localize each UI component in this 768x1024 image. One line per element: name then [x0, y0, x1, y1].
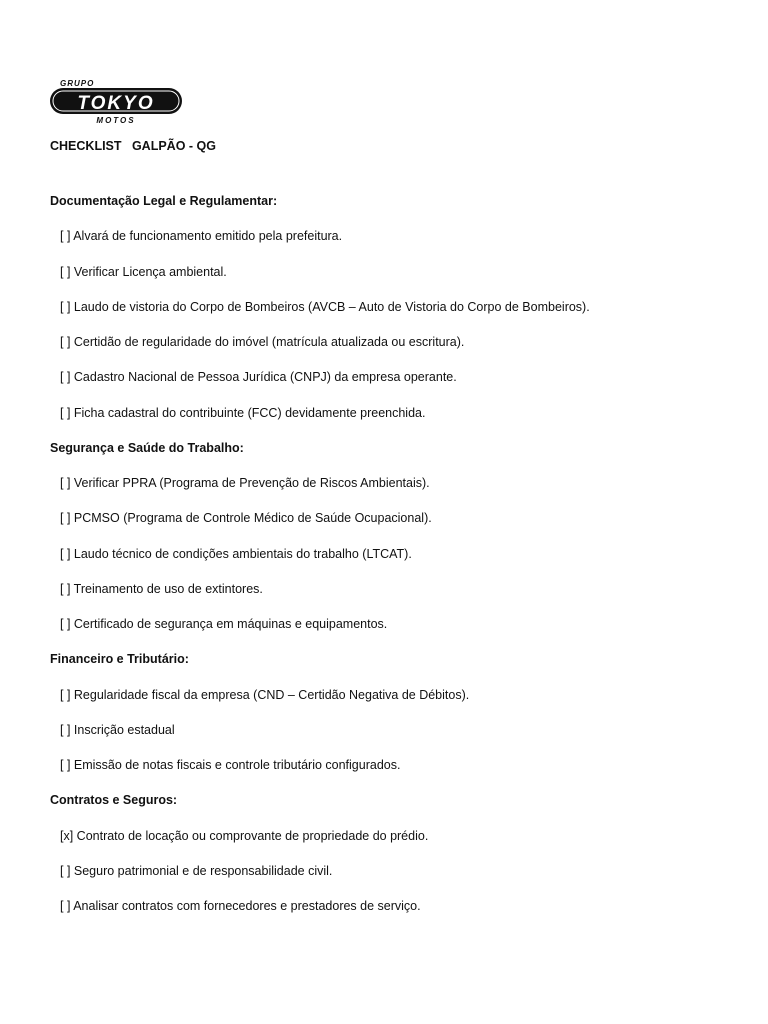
- section-heading: Segurança e Saúde do Trabalho:: [50, 440, 244, 455]
- checklist-item: [ ] Seguro patrimonial e de responsabilidade civil.: [60, 863, 333, 878]
- checklist-item: [ ] Verificar Licença ambiental.: [60, 264, 227, 279]
- checklist-item: [ ] Emissão de notas fiscais e controle tributário configurados.: [60, 758, 401, 772]
- checklist-item: [ ] Treinamento de uso de extintores.: [60, 581, 263, 596]
- logo-top-text: GRUPO: [60, 79, 95, 88]
- section-contratos: [50, 791, 730, 932]
- section-seguranca: [50, 439, 730, 651]
- checklist-item: [ ] Ficha cadastral do contribuinte (FCC) devidamente preenchida.: [60, 405, 426, 420]
- checklist-item: [ ] Certificado de segurança em máquinas e equipamentos.: [60, 617, 388, 631]
- checklist-item: [ ] Analisar contratos com fornecedores e prestadores de serviço.: [60, 899, 421, 913]
- checklist-item: [ ] Alvará de funcionamento emitido pela prefeitura.: [60, 229, 343, 244]
- logo-bottom-text: MOTOS: [96, 116, 136, 125]
- section-documentacao: [50, 192, 730, 439]
- checklist: [50, 192, 730, 932]
- section-heading: Contratos e Seguros:: [50, 793, 178, 808]
- checklist-item: [ ] Regularidade fiscal da empresa (CND – Certidão Negativa de Débitos).: [60, 687, 470, 702]
- logo-main-text: TOKYO: [77, 93, 155, 114]
- checklist-item: [ ] Inscrição estadual: [60, 722, 175, 737]
- checklist-item: [ ] Verificar PPRA (Programa de Prevenção de Riscos Ambientais).: [60, 476, 430, 490]
- section-heading: Financeiro e Tributário:: [50, 652, 189, 667]
- checklist-item: [x] Contrato de locação ou comprovante de propriedade do prédio.: [60, 828, 429, 843]
- document-title: CHECKLIST GALPÃO - QG: [50, 139, 216, 153]
- section-financeiro: [50, 650, 730, 791]
- company-logo: [50, 78, 184, 126]
- checklist-item: [ ] Laudo técnico de condições ambientais do trabalho (LTCAT).: [60, 546, 412, 561]
- checklist-item: [ ] Cadastro Nacional de Pessoa Jurídica (CNPJ) da empresa operante.: [60, 370, 457, 385]
- checklist-item: [ ] Laudo de vistoria do Corpo de Bombeiros (AVCB – Auto de Vistoria do Corpo de Bombeiros).: [60, 299, 590, 314]
- checklist-item: [ ] PCMSO (Programa de Controle Médico de Saúde Ocupacional).: [60, 511, 432, 526]
- section-heading: Documentação Legal e Regulamentar:: [50, 194, 278, 208]
- checklist-item: [ ] Certidão de regularidade do imóvel (matrícula atualizada ou escritura).: [60, 335, 465, 349]
